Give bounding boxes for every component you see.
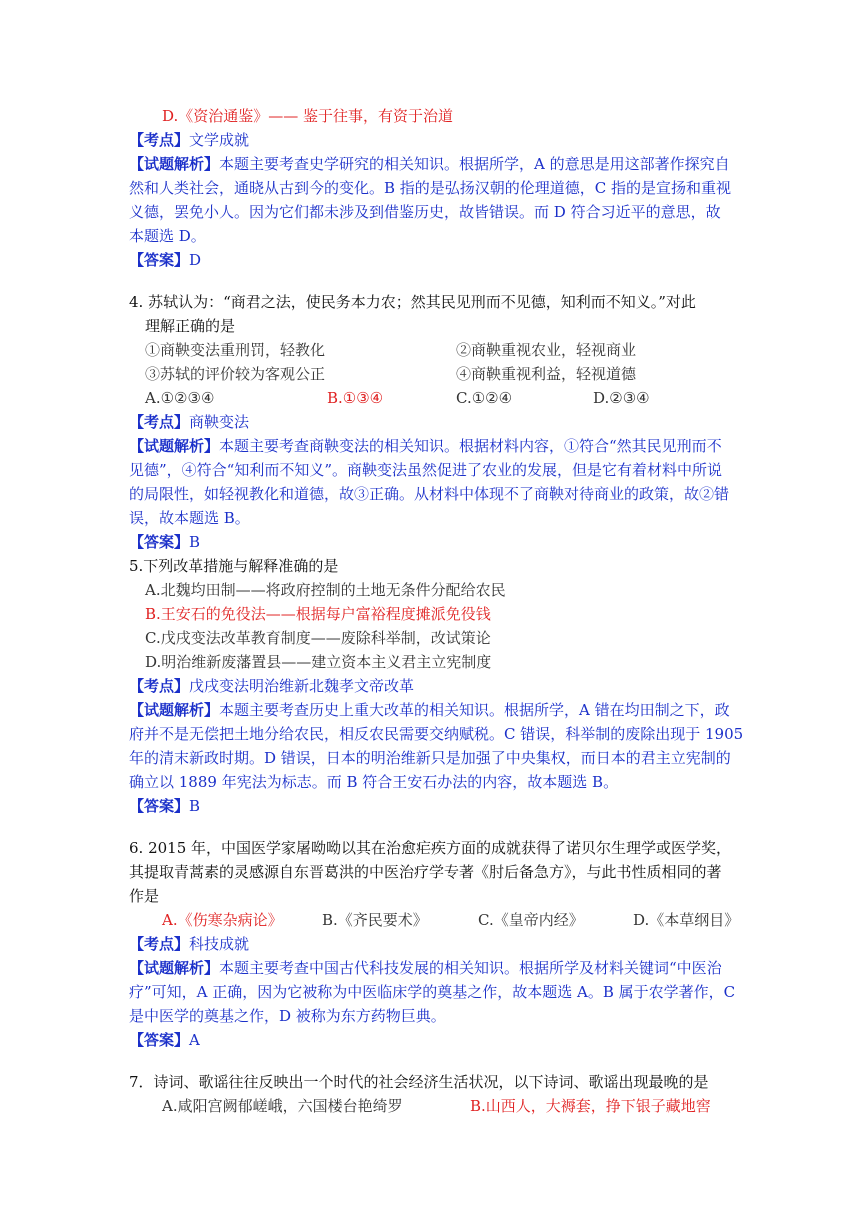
jiexi-line: 年的清末新政时期。D 错误，日本的明治维新只是加强了中央集权，而日本的君主立宪制的 — [129, 749, 731, 767]
q7-stem: 7．诗词、歌谣往往反映出一个时代的社会经济生活状况，以下诗词、歌谣出现最晚的是 — [129, 1073, 709, 1091]
jiexi-line: 本题主要考查历史上重大改革的相关知识。根据所学，A 错在均田制之下，政 — [219, 701, 730, 719]
answer-label: 【答案】 — [129, 797, 190, 815]
q6-option-d: D.《本草纲目》 — [633, 911, 740, 929]
q3-option-d: D.《资治通鉴》—— 鉴于往事，有资于治道 — [162, 107, 454, 125]
jiexi-line: 本题主要考查商鞅变法的相关知识。根据材料内容，①符合“然其民见刑而不 — [219, 437, 722, 455]
q6-option-c: C.《皇帝内经》 — [478, 911, 584, 929]
q6-stem: 6. 2015 年，中国医学家屠呦呦以其在治愈疟疾方面的成就获得了诺贝尔生理学或医学奖， — [129, 839, 732, 857]
jiexi-label: 【试题解析】 — [129, 959, 220, 977]
q4-answer — [129, 530, 200, 554]
answer-value: B — [189, 533, 201, 551]
kaodian-text: 科技成就 — [189, 935, 250, 953]
kaodian-label: 【考点】 — [129, 413, 190, 431]
q4-item: ②商鞅重视农业，轻视商业 — [456, 341, 637, 359]
q6-option-b: B.《齐民要术》 — [322, 911, 428, 929]
kaodian-text: 戊戌变法明治维新北魏孝文帝改革 — [189, 677, 415, 695]
jiexi-label: 【试题解析】 — [129, 155, 220, 173]
q5-stem: 5.下列改革措施与解释准确的是 — [129, 557, 339, 575]
answer-value: D — [189, 251, 202, 269]
answer-label: 【答案】 — [129, 533, 190, 551]
q5-option-b: B.王安石的免役法——根据每户富裕程度摊派免役钱 — [145, 605, 491, 623]
jiexi-line: 误，故本题选 B。 — [129, 509, 250, 527]
q4-stem: 理解正确的是 — [145, 317, 236, 335]
q6-kaodian — [129, 932, 249, 956]
kaodian-text: 文学成就 — [189, 131, 250, 149]
q4-item: ①商鞅变法重刑罚，轻教化 — [145, 341, 326, 359]
answer-value: A — [189, 1031, 200, 1049]
q6-jiexi — [129, 956, 722, 980]
jiexi-line: 见德”，④符合“知利而不知义”。商鞅变法虽然促进了农业的发展，但是它有着材料中所说 — [129, 461, 723, 479]
q3-answer — [129, 248, 201, 272]
q4-item: ③苏轼的评价较为客观公正 — [145, 365, 326, 383]
kaodian-text: 商鞅变法 — [189, 413, 250, 431]
jiexi-line: 是中医学的奠基之作，D 被称为东方药物巨典。 — [129, 1007, 446, 1025]
q7-option-b: B.山西人，大褥套，挣下银子藏地窖 — [470, 1097, 711, 1115]
jiexi-line: 的局限性，如轻视教化和道德，故③正确。从材料中体现不了商鞅对待商业的政策，故②错 — [129, 485, 730, 503]
kaodian-label: 【考点】 — [129, 935, 190, 953]
q6-option-a: A.《伤寒杂病论》 — [162, 911, 283, 929]
jiexi-line: 本题主要考查史学研究的相关知识。根据所学，A 的意思是用这部著作探究自 — [219, 155, 730, 173]
q5-kaodian — [129, 674, 414, 698]
kaodian-label: 【考点】 — [129, 677, 190, 695]
q7-option-a: A.咸阳宫阙郁嵯峨，六国楼台艳绮罗 — [162, 1097, 403, 1115]
answer-label: 【答案】 — [129, 251, 190, 269]
jiexi-line: 然和人类社会，通晓从古到今的变化。B 指的是弘扬汉朝的伦理道德，C 指的是宣扬和重视 — [129, 179, 732, 197]
q5-option-c: C.戊戌变法改革教育制度——废除科举制，改试策论 — [145, 629, 491, 647]
jiexi-line: 本题选 D。 — [129, 227, 206, 245]
answer-label: 【答案】 — [129, 1031, 190, 1049]
jiexi-line: 疗”可知，A 正确，因为它被称为中医临床学的奠基之作，故本题选 A。B 属于农学著作，C — [129, 983, 736, 1001]
q4-option-d: D.②③④ — [593, 389, 650, 407]
jiexi-line: 本题主要考查中国古代科技发展的相关知识。根据所学及材料关键词“中医治 — [219, 959, 722, 977]
q6-stem: 作是 — [129, 887, 160, 905]
jiexi-line: 确立以 1889 年宪法为标志。而 B 符合王安石办法的内容，故本题选 B。 — [129, 773, 619, 791]
q4-kaodian — [129, 410, 249, 434]
q5-jiexi — [129, 698, 730, 722]
q6-answer — [129, 1028, 200, 1052]
q4-item: ④商鞅重视利益，轻视道德 — [456, 365, 637, 383]
jiexi-label: 【试题解析】 — [129, 701, 220, 719]
jiexi-label: 【试题解析】 — [129, 437, 220, 455]
q4-option-a: A.①②③④ — [145, 389, 215, 407]
q4-stem: 4. 苏轼认为：“商君之法，使民务本力农；然其民见刑而不见德，知利而不知义。”对此 — [129, 293, 696, 311]
q5-answer — [129, 794, 200, 818]
answer-value: B — [189, 797, 201, 815]
q4-option-c: C.①②④ — [456, 389, 513, 407]
q4-option-b: B.①③④ — [327, 389, 384, 407]
q3-kaodian — [129, 128, 249, 152]
q5-option-a: A.北魏均田制——将政府控制的土地无条件分配给农民 — [145, 581, 506, 599]
jiexi-line: 义德，罢免小人。因为它们都未涉及到借鉴历史，故皆错误。而 D 符合习近平的意思，故 — [129, 203, 721, 221]
jiexi-line: 府并不是无偿把土地分给农民，相反农民需要交纳赋税。C 错误，科举制的废除出现于 1905 — [129, 725, 744, 743]
q6-stem: 其提取青蒿素的灵感源自东晋葛洪的中医治疗学专著《肘后备急方》，与此书性质相同的著 — [129, 863, 722, 881]
q3-jiexi — [129, 152, 730, 176]
q4-jiexi — [129, 434, 722, 458]
kaodian-label: 【考点】 — [129, 131, 190, 149]
q5-option-d: D.明治维新废藩置县——建立资本主义君主立宪制度 — [145, 653, 492, 671]
